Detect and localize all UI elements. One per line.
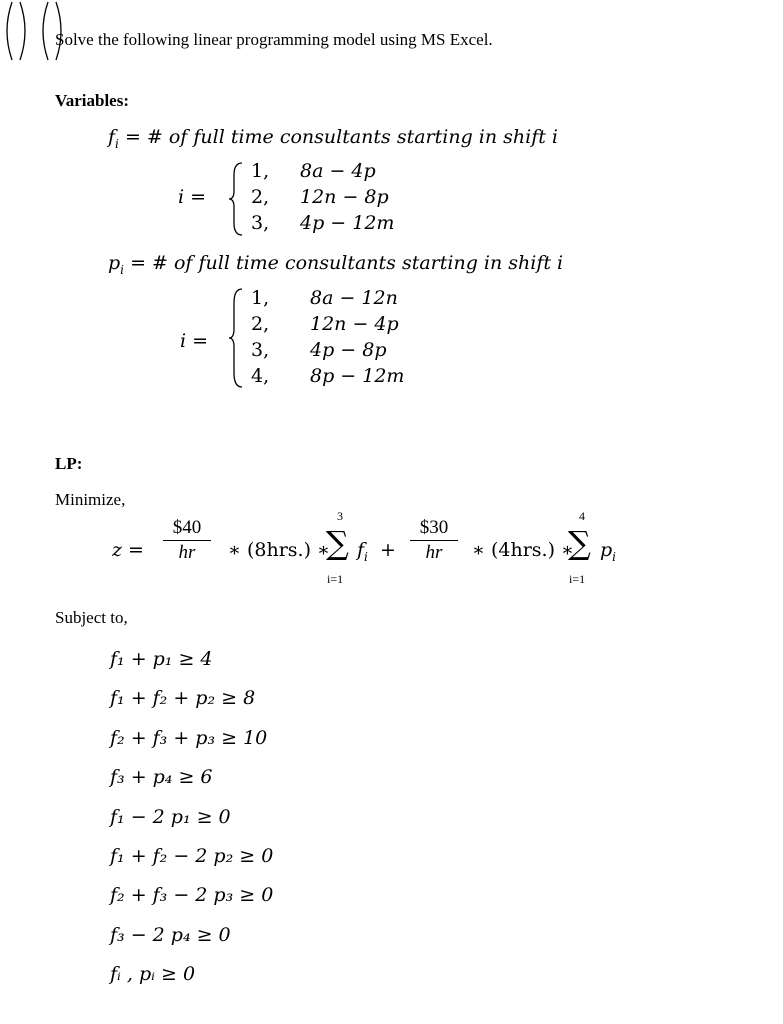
sum-1-sigma: ∑ [326,524,349,562]
subject-to-label: Subject to, [55,608,128,627]
right-paren-1 [18,0,32,62]
left-paren-1 [0,0,14,62]
f-subscript: i [115,136,119,151]
f-case-shift-1: 8a − 4p [300,160,376,182]
lp-heading: LP: [55,454,83,473]
f-cases-brace [228,161,246,237]
plus-sign: + [380,539,396,561]
variables-heading: Variables: [55,91,129,110]
p-case-index-4: 4, [251,365,270,387]
p-symbol: p [108,252,121,274]
sum-2-lower: i=1 [569,572,586,586]
f-definition-text: = # of full time consultants starting in shift i [124,126,558,148]
sum-1-lower: i=1 [327,572,344,586]
sum-1-sub: i [364,549,368,564]
sum-2-var: p [600,539,613,561]
f-case-index-2: 2, [251,186,270,208]
sum-1-var: f [357,539,365,561]
rate-1-denominator: hr [178,542,196,563]
sum-2-sigma: ∑ [568,524,591,562]
constraint-7: f₂ + f₃ − 2 p₃ ≥ 0 [110,884,274,906]
p-case-shift-3: 4p − 8p [310,339,387,361]
rate-fraction-1 [163,517,211,564]
p-case-index-3: 3, [251,339,270,361]
p-definition-text: = # of full time consultants starting in shift i [130,252,564,274]
constraint-8: f₃ − 2 p₄ ≥ 0 [110,924,231,946]
p-subscript: i [120,262,125,277]
p-cases-brace [228,287,246,389]
left-paren-2 [36,0,50,62]
f-case-shift-2: 12n − 8p [300,186,389,208]
sum-2-term [600,539,616,564]
constraint-4: f₃ + p₄ ≥ 6 [110,766,213,788]
sum-1-term [357,539,368,564]
p-case-shift-1: 8a − 12n [310,287,398,309]
term-2-hours: ∗ (4hrs.) ∗ [472,539,574,561]
rate-2-denominator: hr [425,542,443,563]
f-case-index-3: 3, [251,212,270,234]
constraint-2: f₁ + f₂ + p₂ ≥ 8 [110,687,256,709]
f-i-equals: i = [178,186,207,208]
constraint-6: f₁ + f₂ − 2 p₂ ≥ 0 [110,845,274,867]
sum-2-upper: 4 [579,509,585,523]
f-definition [108,126,558,151]
sum-1-upper: 3 [337,509,343,523]
rate-fraction-2 [410,517,458,564]
f-case-index-1: 1, [251,160,270,182]
objective-lhs: z = [112,539,144,561]
p-i-equals: i = [180,330,209,352]
term-1-hours: ∗ (8hrs.) ∗ [228,539,330,561]
sum-2-sub: i [612,549,617,564]
constraint-3: f₂ + f₃ + p₃ ≥ 10 [110,727,268,749]
f-case-shift-3: 4p − 12m [300,212,395,234]
constraint-5: f₁ − 2 p₁ ≥ 0 [110,806,231,828]
p-case-index-2: 2, [251,313,270,335]
constraint-nonnegativity: fᵢ , pᵢ ≥ 0 [110,963,196,985]
p-case-index-1: 1, [251,287,270,309]
rate-2-numerator: $30 [419,517,449,538]
f-symbol: f [108,126,116,148]
p-case-shift-4: 8p − 12m [310,365,405,387]
p-definition [108,252,563,277]
constraint-1: f₁ + p₁ ≥ 4 [110,648,213,670]
p-case-shift-2: 12n − 4p [310,313,399,335]
rate-1-numerator: $40 [172,517,202,538]
instruction-text: Solve the following linear programming model using MS Excel. [55,30,493,49]
minimize-label: Minimize, [55,490,126,509]
